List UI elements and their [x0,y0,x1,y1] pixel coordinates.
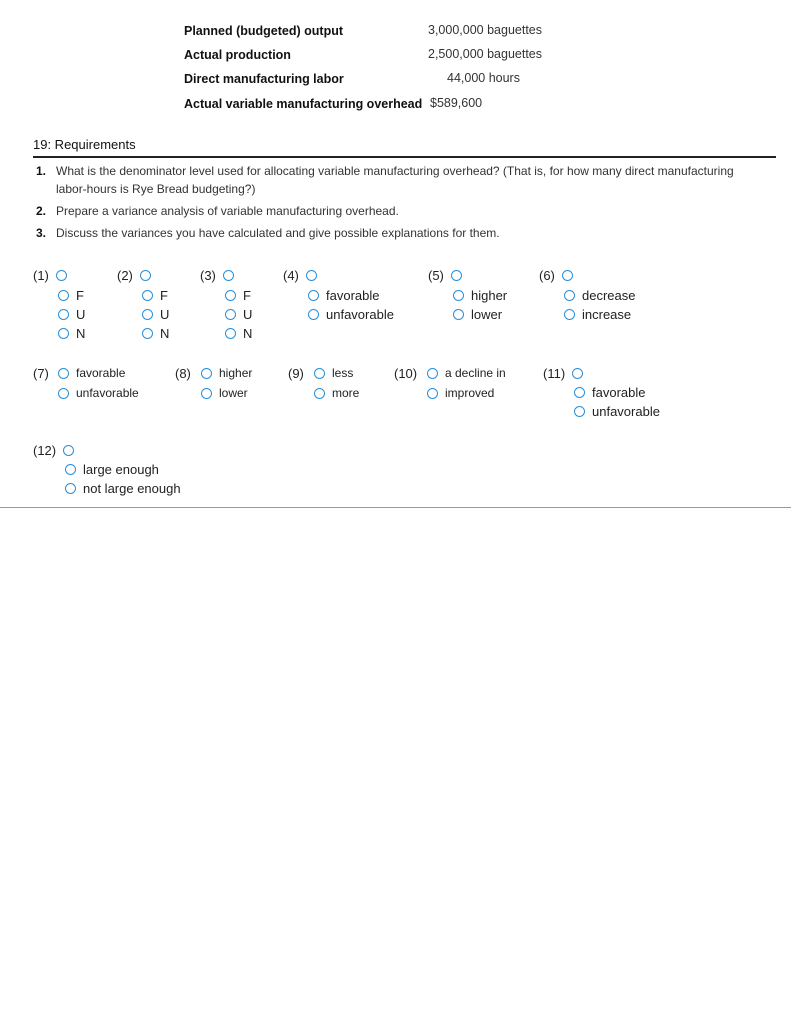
q3-number: (3) [200,268,234,283]
q2-radio-f[interactable] [142,290,153,301]
q3-radio-u[interactable] [225,309,236,320]
q5-option-higher[interactable]: higher [453,288,507,303]
q7-option-favorable[interactable]: favorable [58,366,125,380]
q10-number: (10) [394,366,418,381]
q12-radio-large-enough[interactable] [65,464,76,475]
q8-radio-lower[interactable] [201,388,212,399]
q7-number: (7) [33,366,49,381]
q8-option-lower[interactable]: lower [201,386,248,400]
q9-option-less[interactable]: less [314,366,353,380]
q5-blank-radio[interactable] [451,270,462,281]
info-label-actual-overhead: Actual variable manufacturing overhead [184,97,423,111]
q1-radio-n[interactable] [58,328,69,339]
info-label-direct-labor: Direct manufacturing labor [184,72,344,86]
q9-radio-more[interactable] [314,388,325,399]
q1-radio-u[interactable] [58,309,69,320]
q11-number: (11) [543,366,583,381]
q12-blank-radio[interactable] [63,445,74,456]
requirement-1-text: What is the denominator level used for allocating variable manufacturing overhead? (That is, for how many direct manufacturing [56,164,734,178]
q10-option-decline[interactable]: a decline in [427,366,506,380]
info-value-direct-labor: 44,000 hours [447,71,520,85]
q5-radio-higher[interactable] [453,290,464,301]
requirement-1-text-cont: labor-hours is Rye Bread budgeting?) [56,182,256,196]
requirement-3-number: 3. [36,226,47,240]
q5-option-lower[interactable]: lower [453,307,502,322]
q2-number: (2) [117,268,151,283]
q1-radio-f[interactable] [58,290,69,301]
q3-radio-n[interactable] [225,328,236,339]
q4-radio-unfavorable[interactable] [308,309,319,320]
q11-blank-radio[interactable] [572,368,583,379]
q1-option-n[interactable]: N [58,326,85,341]
q2-option-u[interactable]: U [142,307,169,322]
requirements-divider [33,156,776,158]
q2-radio-n[interactable] [142,328,153,339]
requirement-3-text: Discuss the variances you have calculated and give possible explanations for them. [56,226,500,240]
q7-radio-unfavorable[interactable] [58,388,69,399]
q3-option-n[interactable]: N [225,326,252,341]
bottom-divider [0,507,791,508]
q1-option-f[interactable]: F [58,288,84,303]
q11-option-favorable[interactable]: favorable [574,385,645,400]
q6-option-increase[interactable]: increase [564,307,631,322]
q2-blank-radio[interactable] [140,270,151,281]
info-label-actual-production: Actual production [184,48,291,62]
q11-option-unfavorable[interactable]: unfavorable [574,404,660,419]
q8-number: (8) [175,366,191,381]
q6-option-decrease[interactable]: decrease [564,288,635,303]
q11-radio-favorable[interactable] [574,387,585,398]
q9-number: (9) [288,366,304,381]
q3-radio-f[interactable] [225,290,236,301]
q1-option-u[interactable]: U [58,307,85,322]
q6-radio-increase[interactable] [564,309,575,320]
q4-radio-favorable[interactable] [308,290,319,301]
info-label-planned-output: Planned (budgeted) output [184,24,344,38]
q3-blank-radio[interactable] [223,270,234,281]
q2-option-f[interactable]: F [142,288,168,303]
q6-radio-decrease[interactable] [564,290,575,301]
q10-radio-improved[interactable] [427,388,438,399]
q7-radio-favorable[interactable] [58,368,69,379]
q12-number: (12) [33,443,74,458]
q10-option-improved[interactable]: improved [427,386,494,400]
q3-option-u[interactable]: U [225,307,252,322]
requirement-2-number: 2. [36,204,47,218]
q2-option-n[interactable]: N [142,326,169,341]
q2-radio-u[interactable] [142,309,153,320]
q1-number: (1) [33,268,67,283]
q6-blank-radio[interactable] [562,270,573,281]
q12-option-not-large-enough[interactable]: not large enough [65,481,181,496]
q9-radio-less[interactable] [314,368,325,379]
q10-radio-decline[interactable] [427,368,438,379]
q1-blank-radio[interactable] [56,270,67,281]
q5-radio-lower[interactable] [453,309,464,320]
requirement-2-text: Prepare a variance analysis of variable manufacturing overhead. [56,204,399,218]
q9-option-more[interactable]: more [314,386,359,400]
q4-option-favorable[interactable]: favorable [308,288,379,303]
q12-option-large-enough[interactable]: large enough [65,462,159,477]
q4-option-unfavorable[interactable]: unfavorable [308,307,394,322]
q5-number: (5) [428,268,462,283]
q7-option-unfavorable[interactable]: unfavorable [58,386,139,400]
q6-number: (6) [539,268,573,283]
requirement-1-number: 1. [36,164,47,178]
q8-option-higher[interactable]: higher [201,366,252,380]
q11-radio-unfavorable[interactable] [574,406,585,417]
q4-blank-radio[interactable] [306,270,317,281]
q4-number: (4) [283,268,317,283]
info-value-actual-overhead: $589,600 [430,96,483,110]
q8-radio-higher[interactable] [201,368,212,379]
q12-radio-not-large-enough[interactable] [65,483,76,494]
info-value-planned-output: 3,000,000 baguettes [428,23,542,37]
requirements-title: 19: Requirements [33,137,136,152]
info-value-actual-production: 2,500,000 baguettes [428,47,542,61]
q3-option-f[interactable]: F [225,288,251,303]
